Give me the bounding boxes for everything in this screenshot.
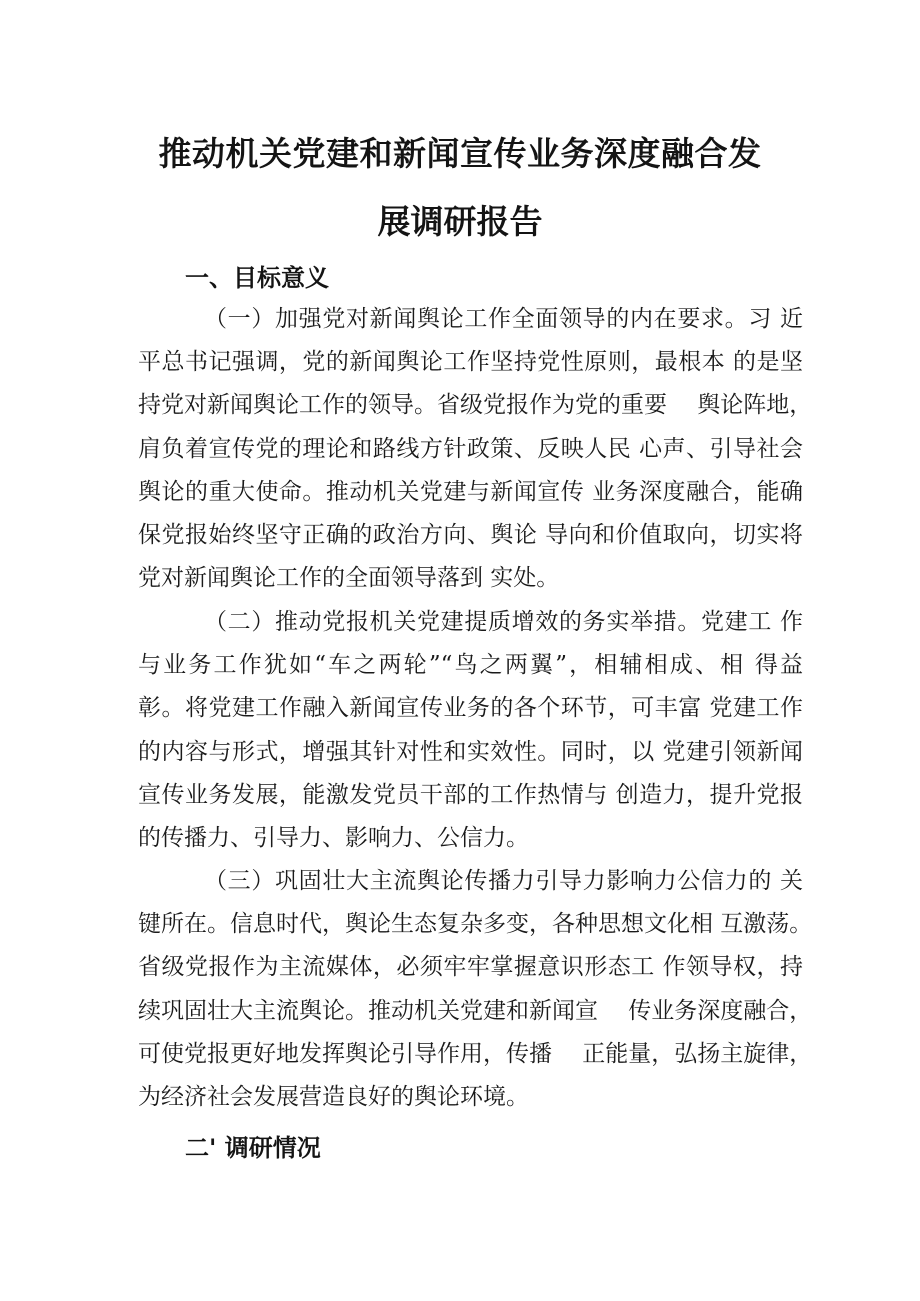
paragraph-line: 肩负着宣传党的理论和路线方针政策、反映人民 心声、引导社会 — [138, 435, 803, 462]
paragraph-line: 为经济社会发展营造良好的舆论环境。 — [138, 1083, 529, 1110]
paragraph-3 — [138, 860, 813, 1119]
paragraph-line: 党对新闻舆论工作的全面领导落到 实处。 — [138, 565, 560, 592]
paragraph-line: 续巩固壮大主流舆论。推动机关党建和新闻宣 传业务深度融合， — [138, 997, 813, 1024]
document-title-line-2: 展调研报告 — [377, 202, 543, 241]
paragraph-line: 平总书记强调，党的新闻舆论工作坚持党性原则，最根本 的是坚 — [138, 349, 803, 376]
paragraph-line: （二）推动党报机关党建提质增效的务实举措。党建工 作 — [204, 609, 803, 635]
paragraph-line: （一）加强党对新闻舆论工作全面领导的内在要求。习 近 — [204, 306, 803, 332]
paragraph-line: 键所在。信息时代，舆论生态复杂多变，各种思想文化相 互激荡。 — [138, 911, 813, 938]
paragraph-line: 与业务工作犹如“车之两轮”“鸟之两翼”，相辅相成、相 得益 — [138, 652, 803, 679]
paragraph-line: 的内容与形式，增强其针对性和实效性。同时，以 党建引领新闻 — [138, 738, 803, 765]
paragraph-2 — [138, 601, 803, 860]
document-title-line-1: 推动机关党建和新闻宣传业务深度融合发 — [158, 134, 762, 173]
paragraph-line: 保党报始终坚守正确的政治方向、舆论 导向和价值取向，切实将 — [138, 521, 803, 548]
paragraph-line: 省级党报作为主流媒体，必须牢牢掌握意识形态工 作领导权，持 — [138, 954, 803, 981]
paragraph-line: 宣传业务发展，能激发党员干部的工作热情与 创造力，提升党报 — [138, 781, 803, 808]
paragraph-line: 舆论的重大使命。推动机关党建与新闻宣传 业务深度融合，能确 — [138, 478, 803, 505]
paragraph-line: 的传播力、引导力、影响力、公信力。 — [138, 824, 529, 851]
section-heading-research: 二' 调研情况 — [185, 1134, 321, 1162]
paragraph-1 — [138, 298, 813, 600]
paragraph-line: 持党对新闻舆论工作的领导。省级党报作为党的重要 舆论阵地， — [138, 392, 813, 419]
paragraph-line: （三）巩固壮大主流舆论传播力引导力影响力公信力的 关 — [204, 868, 803, 894]
section-heading-goals: 一、目标意义 — [185, 264, 329, 292]
paragraph-line: 可使党报更好地发挥舆论引导作用，传播 正能量，弘扬主旋律， — [138, 1040, 813, 1067]
paragraph-line: 彰。将党建工作融入新闻宣传业务的各个环节，可丰富 党建工作 — [138, 695, 803, 722]
